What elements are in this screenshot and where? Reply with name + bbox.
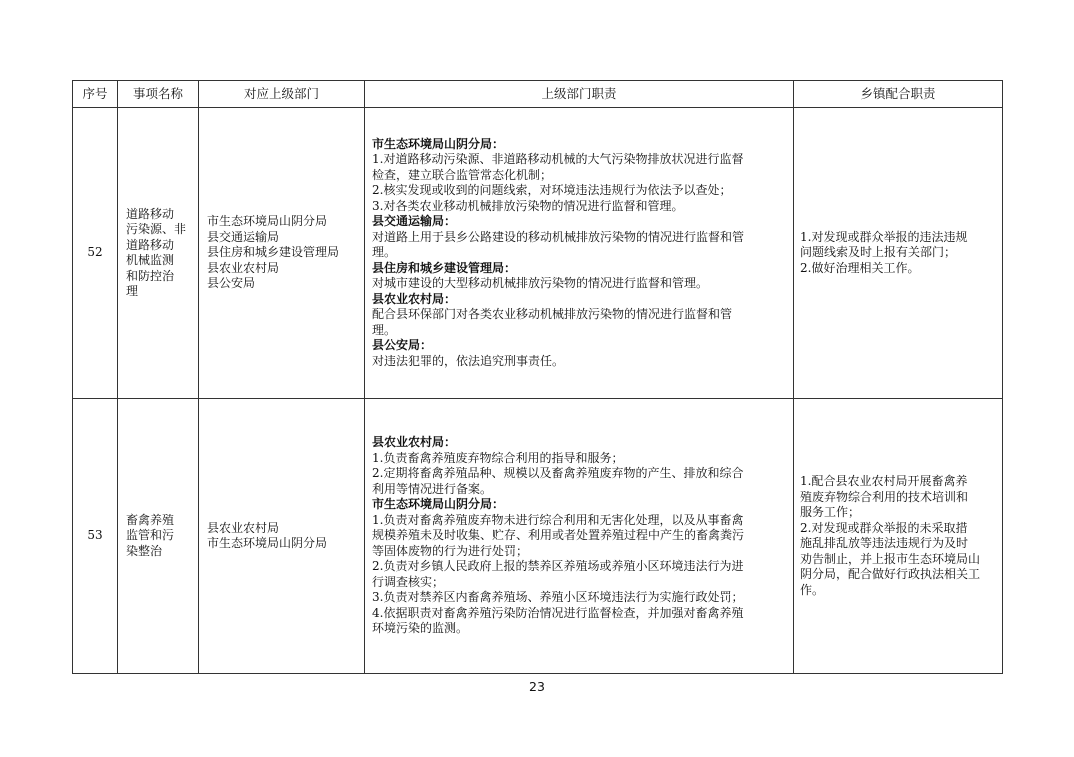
duty-line: 配合县环保部门对各类农业移动机械排放污染物的情况进行监督和管 — [372, 307, 733, 322]
duty-line: 理。 — [372, 322, 397, 337]
table-row — [73, 108, 1003, 399]
duty-heading: 县交通运输局： — [372, 214, 457, 229]
duty-line: 3.负责对禁养区内畜禽养殖场、养殖小区环境违法行为实施行政处罚； — [372, 590, 744, 605]
duty-line: 规模养殖未及时收集、贮存、利用或者处置养殖过程中产生的畜禽粪污 — [372, 528, 745, 543]
township-duties — [794, 108, 1003, 399]
header-row — [73, 81, 1003, 108]
duty-line: 利用等情况进行备案。 — [372, 481, 493, 496]
header-no: 序号 — [73, 81, 118, 108]
item-name — [118, 399, 199, 674]
header-dept: 对应上级部门 — [199, 81, 365, 108]
township-duty-line: 阴分局，配合做好行政执法相关工 — [800, 567, 981, 581]
duty-line: 理。 — [372, 245, 397, 260]
township-duty-line: 作。 — [800, 582, 825, 597]
duty-line: 1.负责对畜禽养殖废弃物未进行综合利用和无害化处理，以及从事畜禽 — [372, 512, 744, 527]
department-line: 县交通运输局 — [207, 229, 280, 244]
department-line: 市生态环境局山阴分局 — [207, 214, 328, 229]
duty-heading: 市生态环境局山阴分局： — [372, 497, 505, 512]
item-name-line: 道路移动 — [126, 237, 175, 252]
department-line: 县农业农村局 — [207, 260, 280, 275]
duty-heading: 市生态环境局山阴分局： — [372, 136, 505, 151]
township-duty-line: 劝告制止，并上报市生态环境局山 — [800, 551, 981, 566]
superior-duties — [365, 108, 794, 399]
header-town: 乡镇配合职责 — [794, 81, 1003, 108]
responsibility-table — [72, 80, 1003, 674]
township-duty-line: 殖废弃物综合利用的技术培训和 — [800, 489, 969, 504]
page-number: 23 — [529, 679, 545, 694]
township-duty-line: 1.对发现或群众举报的违法违规 — [800, 229, 968, 244]
duty-line: 对违法犯罪的，依法追究刑事责任。 — [372, 353, 565, 368]
item-name-line: 染整治 — [126, 543, 163, 558]
superior-duties — [365, 399, 794, 674]
row-number: 52 — [73, 108, 118, 399]
duty-line: 环境污染的监测。 — [372, 621, 469, 636]
duty-heading: 县公安局： — [372, 338, 433, 353]
township-duty-line: 服务工作； — [800, 505, 861, 519]
item-name-line: 畜禽养殖 — [126, 512, 175, 527]
township-duty-line: 1.配合县农业农村局开展畜禽养 — [800, 474, 968, 488]
duty-line: 检查，建立联合监管常态化机制； — [372, 167, 553, 182]
township-duty-line: 施乱排乱放等违法违规行为及时 — [800, 536, 969, 550]
item-name-line: 机械监测 — [126, 253, 175, 267]
township-duties — [794, 399, 1003, 674]
duty-line: 4.依据职责对畜禽养殖污染防治情况进行监督检查，并加强对畜禽养殖 — [372, 605, 744, 620]
duty-line: 行调查核实； — [372, 574, 445, 589]
department-line: 县农业农村局 — [207, 520, 280, 535]
item-name-line: 理 — [126, 284, 139, 298]
duty-line: 1.对道路移动污染源、非道路移动机械的大气污染物排放状况进行监督 — [372, 152, 744, 167]
superior-departments — [199, 399, 365, 674]
duty-line: 对城市建设的大型移动机械排放污染物的情况进行监督和管理。 — [372, 276, 709, 291]
department-line: 县住房和城乡建设管理局 — [207, 245, 340, 260]
item-name — [118, 108, 199, 399]
duty-line: 等固体废物的行为进行处罚； — [372, 543, 529, 558]
duty-heading: 县农业农村局： — [372, 435, 457, 450]
row-number: 53 — [73, 399, 118, 674]
department-line: 市生态环境局山阴分局 — [207, 536, 328, 550]
item-name-line: 监管和污 — [126, 528, 175, 543]
header-duty: 上级部门职责 — [365, 81, 794, 108]
township-duty-line: 2.做好治理相关工作。 — [800, 260, 920, 275]
item-name-line: 道路移动 — [126, 206, 175, 221]
duty-line: 2.定期将畜禽养殖品种、规模以及畜禽养殖废弃物的产生、排放和综合 — [372, 466, 744, 481]
superior-departments — [199, 108, 365, 399]
duty-heading: 县农业农村局： — [372, 291, 457, 306]
duty-line: 2.负责对乡镇人民政府上报的禁养区养殖场或养殖小区环境违法行为进 — [372, 559, 744, 574]
duty-line: 3.对各类农业移动机械排放污染物的情况进行监督和管理。 — [372, 198, 684, 213]
item-name-line: 和防控治 — [126, 268, 175, 283]
table-row — [73, 399, 1003, 674]
department-line: 县公安局 — [207, 276, 256, 291]
duty-line: 2.核实发现或收到的问题线索，对环境违法违规行为依法予以查处； — [372, 183, 732, 198]
duty-line: 对道路上用于县乡公路建设的移动机械排放污染物的情况进行监督和管 — [372, 229, 745, 244]
header-name: 事项名称 — [118, 81, 199, 108]
item-name-line: 污染源、非 — [126, 222, 187, 236]
duty-line: 1.负责畜禽养殖废弃物综合利用的指导和服务； — [372, 450, 624, 465]
township-duty-line: 问题线索及时上报有关部门； — [800, 245, 957, 260]
duty-heading: 县住房和城乡建设管理局： — [372, 260, 517, 275]
township-duty-line: 2.对发现或群众举报的未采取措 — [800, 520, 968, 535]
